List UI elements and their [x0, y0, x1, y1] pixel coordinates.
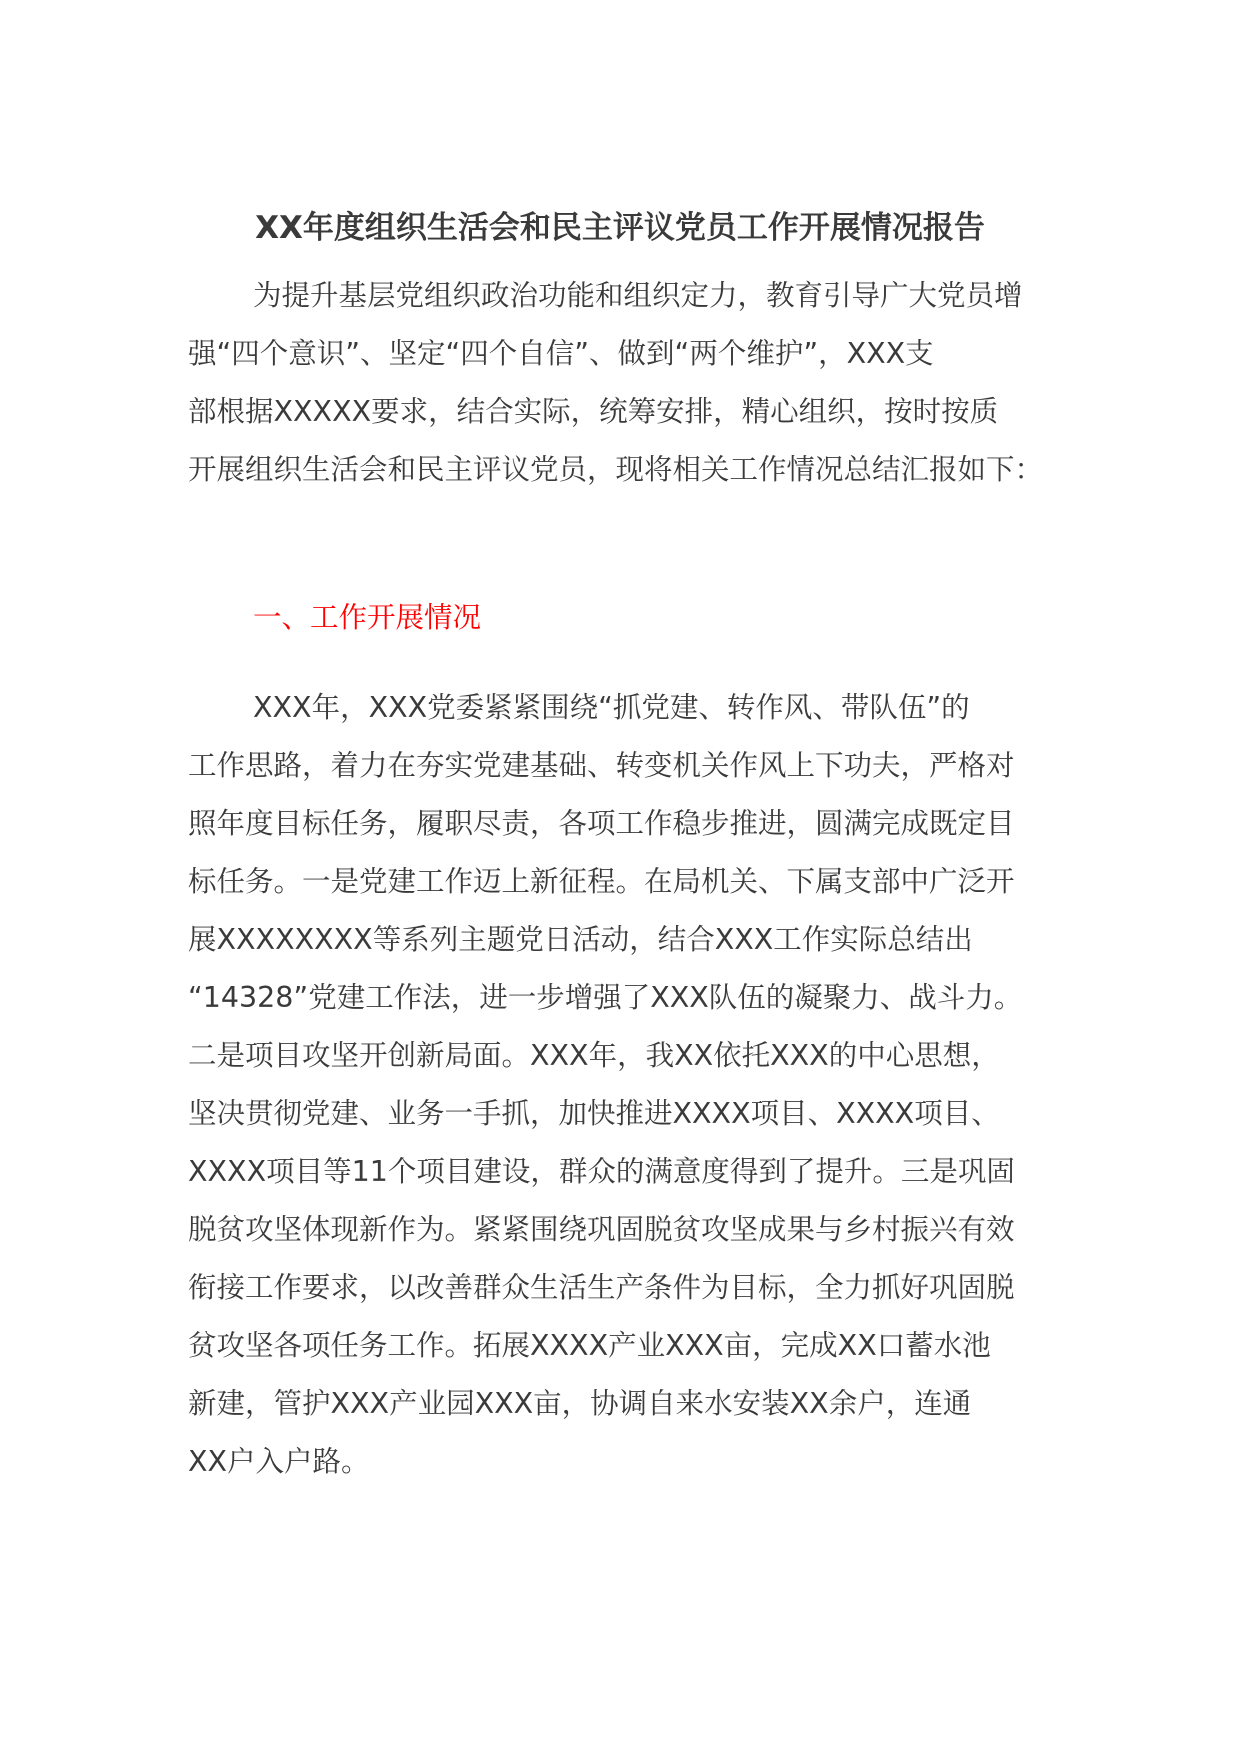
section-line-9: XXXX项目等11个项目建设，群众的满意度得到了提升。三是巩固	[188, 1155, 1015, 1188]
section-line-12: 贫攻坚各项任务工作。拓展XXXX产业XXX亩，完成XX口蓄水池	[188, 1329, 991, 1362]
section-line-13: 新建，管护XXX产业园XXX亩，协调自来水安装XX余户，连通	[188, 1387, 972, 1420]
section-line-11: 衔接工作要求，以改善群众生活生产条件为目标，全力抓好巩固脱	[188, 1271, 1015, 1304]
section-heading: 一、工作开展情况	[253, 601, 482, 634]
section-line-14: XX户入户路。	[188, 1445, 370, 1478]
section-line-10: 脱贫攻坚体现新作为。紧紧围绕巩固脱贫攻坚成果与乡村振兴有效	[188, 1213, 1015, 1246]
intro-line-4: 开展组织生活会和民主评议党员，现将相关工作情况总结汇报如下：	[188, 453, 1044, 486]
section-line-4: 标任务。一是党建工作迈上新征程。在局机关、下属支部中广泛开	[188, 865, 1015, 898]
section-line-1: XXX年，XXX党委紧紧围绕“抓党建、转作风、带队伍”的	[253, 691, 970, 724]
intro-line-3: 部根据XXXXX要求，结合实际，统筹安排，精心组织，按时按质	[188, 395, 999, 428]
section-line-7: 二是项目攻坚开创新局面。XXX年，我XX依托XXX的中心思想，	[188, 1039, 1000, 1072]
document-title: XX年度组织生活会和民主评议党员工作开展情况报告	[255, 210, 985, 246]
intro-line-1: 为提升基层党组织政治功能和组织定力，教育引导广大党员增	[253, 279, 1023, 312]
section-line-6: “14328”党建工作法，进一步增强了XXX队伍的凝聚力、战斗力。	[188, 981, 1023, 1014]
section-line-8: 坚决贯彻党建、业务一手抓，加快推进XXXX项目、XXXX项目、	[188, 1097, 1000, 1130]
section-line-5: 展XXXXXXXX等系列主题党日活动，结合XXX工作实际总结出	[188, 923, 973, 956]
section-line-2: 工作思路，着力在夯实党建基础、转变机关作风上下功夫，严格对	[188, 749, 1015, 782]
section-line-3: 照年度目标任务，履职尽责，各项工作稳步推进，圆满完成既定目	[188, 807, 1015, 840]
intro-line-2: 强“四个意识”、坚定“四个自信”、做到“两个维护”，XXX支	[188, 337, 934, 370]
